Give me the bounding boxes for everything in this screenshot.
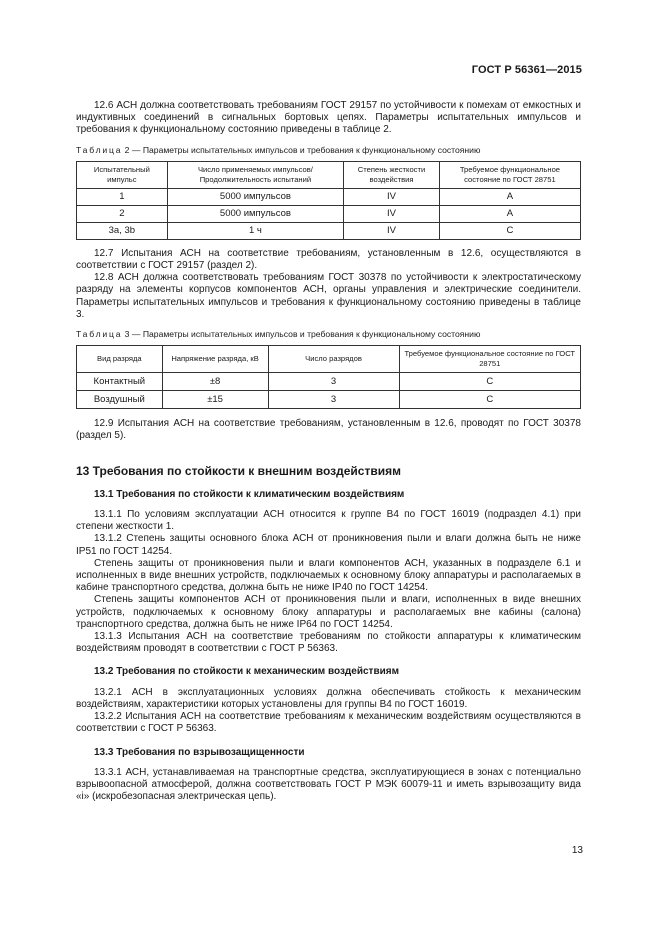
table-cell: 5000 импульсов	[167, 205, 343, 222]
table-cell: Контактный	[77, 373, 163, 391]
page-number: 13	[571, 845, 583, 856]
paragraph-13-1-1: 13.1.1 По условиям эксплуатации АСН относится к группе В4 по ГОСТ 16019 (подраздел 4.1) при степени жесткости 1.	[76, 509, 581, 533]
table-row	[77, 373, 581, 391]
table-cell: 1 ч	[167, 222, 343, 239]
table-cell: C	[399, 391, 580, 409]
table-cell: IV	[344, 188, 440, 205]
table-cell: 3	[268, 391, 399, 409]
table-cell: C	[439, 222, 580, 239]
paragraph-13-1-3: 13.1.3 Испытания АСН на соответствие требованиям по стойкости аппаратуры к климатическим воздействиям проводят в соответствии с ГОСТ Р 56363.	[76, 631, 581, 655]
table-cell: A	[439, 188, 580, 205]
table3-header-type: Вид разряда	[77, 346, 163, 373]
section-13-title: 13 Требования по стойкости к внешним воздействиям	[76, 463, 401, 478]
section-13-3-title: 13.3 Требования по взрывозащищенности	[94, 746, 305, 758]
paragraph-13-1-2-c: Степень защиты компонентов АСН от проникновения пыли и влаги, исполненных в виде внешних устройств, подключаемых к основному блоку аппаратуры и располагаемых вне кабины (салона) транспортного средства, должна быть не ниже IP64 по ГОСТ 14254.	[76, 594, 581, 630]
table2-caption-word: Таблица	[76, 144, 123, 155]
section-13-1-title: 13.1 Требования по стойкости к климатическим воздействиям	[94, 488, 405, 500]
table-row	[77, 205, 581, 222]
table3-header-count: Число разрядов	[268, 346, 399, 373]
paragraph-13-2-2: 13.2.2 Испытания АСН на соответствие требованиям к механическим воздействиям осуществляются в соответствии с ГОСТ Р 56363.	[76, 711, 581, 735]
paragraph-12-9: 12.9 Испытания АСН на соответствие требованиям, установленным в 12.6, проводят по ГОСТ 30378 (раздел 5).	[76, 418, 581, 442]
table3-caption-word: Таблица	[76, 329, 123, 340]
table2-header-state: Требуемое функциональное состояние по ГОСТ 28751	[439, 161, 580, 188]
section-13-2-title: 13.2 Требования по стойкости к механическим воздействиям	[94, 666, 399, 678]
document-id: ГОСТ Р 56361—2015	[471, 64, 582, 76]
table3-header-voltage: Напряжение разряда, кВ	[162, 346, 268, 373]
paragraph-12-6: 12.6 АСН должна соответствовать требованиям ГОСТ 29157 по устойчивости к помехам от емкостных и индуктивных соединений в сигнальных бортовых цепях. Параметры испытательных импульсов и требования к функциональному состоянию приведены в таблице 2.	[76, 100, 581, 136]
table-2	[76, 161, 581, 240]
table3-caption-text: 3 — Параметры испытательных импульсов и требования к функциональному состоянию	[122, 329, 481, 340]
table-cell: 5000 импульсов	[167, 188, 343, 205]
table-cell: 3a, 3b	[77, 222, 168, 239]
table-cell: 1	[77, 188, 168, 205]
paragraph-12-7: 12.7 Испытания АСН на соответствие требованиям, установленным в 12.6, осуществляются в соответствии с ГОСТ 29157 (раздел 2).	[76, 247, 581, 272]
table3-header-state: Требуемое функциональное состояние по ГОСТ 28751	[399, 346, 580, 373]
table-cell: IV	[344, 205, 440, 222]
table2-header-count: Число применяемых импульсов/ Продолжительность испытаний	[167, 161, 343, 188]
table-cell: Воздушный	[77, 391, 163, 409]
table3-caption	[76, 328, 581, 340]
paragraph-13-1-2: 13.1.2 Степень защиты основного блока АСН от проникновения пыли и влаги должна быть не ниже IP51 по ГОСТ 14254.	[76, 533, 581, 557]
paragraph-13-3-1: 13.3.1 АСН, устанавливаемая на транспортные средства, эксплуатирующиеся в зонах с потенциально взрывоопасной атмосферой, должна соответствовать ГОСТ Р МЭК 60079-11 и иметь взрывозащиту вида «i» (искробезопасная электрическая цепь).	[76, 766, 581, 803]
table-header-row	[77, 161, 581, 188]
paragraph-13-1-2-b: Степень защиты от проникновения пыли и влаги компонентов АСН, указанных в подразделе 6.1 и исполненных в виде внешних устройств, подключаемых к основному блоку аппаратуры и располагаемых в кабине транспортного средства, должна быть не ниже IP40 по ГОСТ 14254.	[76, 557, 581, 594]
table-cell: ±8	[162, 373, 268, 391]
table2-caption-text: 2 — Параметры испытательных импульсов и требования к функциональному состоянию	[122, 144, 481, 155]
paragraph-13-2-1: 13.2.1 АСН в эксплуатационных условиях должна обеспечивать стойкость к механическим воздействиям, характеристики которых установлены для группы В4 по ГОСТ 16019.	[76, 686, 581, 710]
table-row	[77, 188, 581, 205]
table-cell: 2	[77, 205, 168, 222]
table2-header-pulse: Испытательный импульс	[77, 161, 168, 188]
table-3	[76, 345, 581, 409]
table-header-row	[77, 346, 581, 373]
table-cell: IV	[344, 222, 440, 239]
paragraph-12-8: 12.8 АСН должна соответствовать требованиям ГОСТ 30378 по устойчивости к электростатическому разряду на элементы корпусов компонентов АСН, органы управления и электрические соединители. Параметры испытательных импульсов и требования к функциональному состоянию приведены в таблице 3.	[76, 272, 581, 320]
table-row	[77, 222, 581, 239]
table-row	[77, 391, 581, 409]
page-content	[76, 100, 581, 803]
table-cell: A	[439, 205, 580, 222]
table-cell: ±15	[162, 391, 268, 409]
table-cell: 3	[268, 373, 399, 391]
table-cell: C	[399, 373, 580, 391]
table2-caption	[76, 144, 581, 156]
table2-header-severity: Степень жесткости воздействия	[344, 161, 440, 188]
